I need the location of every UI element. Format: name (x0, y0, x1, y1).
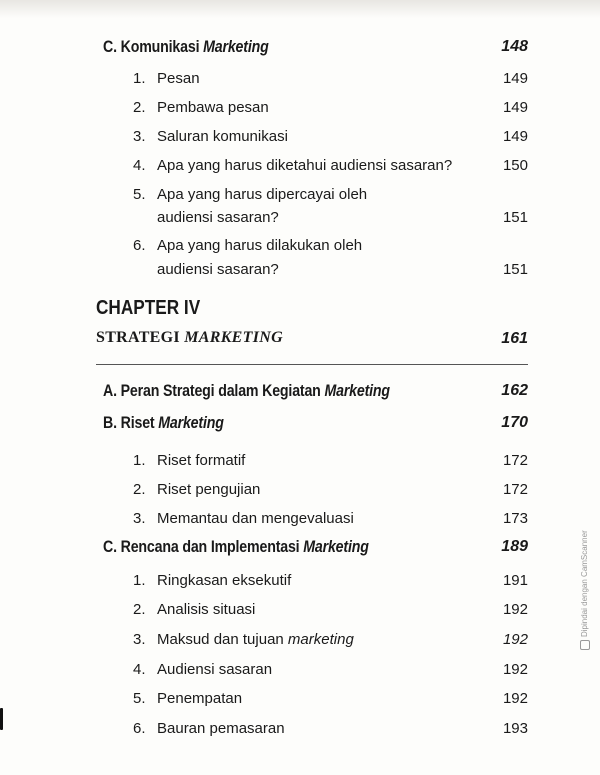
toc-item (0, 452, 600, 482)
item-page-number: 172 (502, 452, 528, 469)
scanner-watermark (580, 530, 590, 650)
chapter-page-number: 161 (501, 330, 528, 347)
toc-item (0, 510, 600, 540)
toc-section-c-rencana (0, 538, 600, 568)
section-letter: C. (103, 538, 117, 556)
toc-item (0, 661, 600, 691)
page-edge-mark (0, 708, 3, 730)
chapter-title (96, 329, 283, 347)
toc-item (0, 690, 600, 720)
section-page-number: 170 (501, 414, 528, 431)
item-page-number: 149 (502, 70, 528, 87)
item-number: 6. (133, 237, 146, 254)
item-number: 5. (133, 690, 146, 707)
toc-item (0, 601, 600, 631)
section-letter: B. (103, 414, 117, 432)
section-title-italic: Marketing (203, 38, 269, 56)
item-label: Memantau dan mengevaluasi (157, 510, 354, 527)
item-page-number: 193 (502, 720, 528, 737)
item-label: Penempatan (157, 690, 243, 707)
toc-item (0, 572, 600, 602)
section-page-number: 162 (501, 382, 528, 399)
item-number: 6. (133, 720, 146, 737)
item-label: Audiensi sasaran (157, 661, 273, 678)
item-label: Pesan (157, 70, 200, 87)
item-label-italic: marketing (287, 631, 354, 648)
toc-item (0, 128, 600, 158)
item-number: 3. (133, 631, 146, 648)
item-page-number: 149 (502, 99, 528, 116)
item-page-number: 191 (502, 572, 528, 589)
item-number: 3. (133, 128, 146, 145)
section-letter: C. (103, 38, 117, 56)
section-page-number: 148 (501, 38, 528, 55)
camscanner-icon (580, 640, 590, 650)
item-label (157, 631, 354, 648)
item-number: 5. (133, 186, 146, 203)
item-label: Ringkasan eksekutif (157, 572, 292, 589)
section-title: Peran Strategi dalam Kegiatan (120, 382, 325, 400)
item-number: 1. (133, 70, 146, 87)
item-label: Apa yang harus dipercayai oleh (157, 186, 368, 203)
item-number: 1. (133, 572, 146, 589)
item-label: Saluran komunikasi (157, 128, 288, 145)
chapter-title-plain: STRATEGI (96, 329, 185, 346)
chapter-divider (96, 364, 528, 365)
item-label-plain: Maksud dan tujuan (157, 631, 288, 648)
item-label: Riset pengujian (157, 481, 261, 498)
item-page-number: 192 (502, 690, 528, 707)
section-title: Riset (120, 414, 159, 432)
item-page-number: 173 (502, 510, 528, 527)
item-label-line2: audiensi sasaran? (157, 209, 279, 226)
toc-section-b (0, 414, 600, 444)
item-number: 1. (133, 452, 146, 469)
toc-section-a (0, 382, 600, 412)
section-page-number: 189 (501, 538, 528, 555)
item-page-number: 192 (502, 601, 528, 618)
item-label: Apa yang harus dilakukan oleh (157, 237, 363, 254)
item-label: Bauran pemasaran (157, 720, 285, 737)
section-title-italic: Marketing (303, 538, 369, 556)
item-number: 3. (133, 510, 146, 527)
item-number: 2. (133, 481, 146, 498)
item-label: Riset formatif (157, 452, 246, 469)
item-page-number: 172 (502, 481, 528, 498)
item-number: 2. (133, 99, 146, 116)
chapter-heading: CHAPTER IV (96, 297, 201, 319)
item-page-number: 150 (502, 157, 528, 174)
chapter-title-italic: MARKETING (184, 329, 283, 346)
toc-item (0, 157, 600, 187)
page-top-shadow (0, 0, 600, 18)
toc-item-continued (0, 209, 600, 239)
section-title-italic: Marketing (158, 414, 224, 432)
watermark-text: Dipindai dengan CamScanner (580, 530, 590, 637)
toc-item (0, 481, 600, 511)
section-title: Komunikasi (120, 38, 204, 56)
section-title-italic: Marketing (324, 382, 390, 400)
item-page-number: 151 (502, 261, 528, 278)
item-label: Analisis situasi (157, 601, 256, 618)
item-page-number: 192 (502, 661, 528, 678)
toc-item (0, 99, 600, 129)
toc-item (0, 631, 600, 661)
item-number: 2. (133, 601, 146, 618)
section-letter: A. (103, 382, 117, 400)
item-label: Pembawa pesan (157, 99, 269, 116)
toc-item (0, 720, 600, 750)
item-page-number: 149 (502, 128, 528, 145)
item-label: Apa yang harus diketahui audiensi sasaran? (157, 157, 453, 174)
item-label-line2: audiensi sasaran? (157, 261, 279, 278)
toc-item (0, 70, 600, 100)
toc-section-c-komunikasi (0, 38, 600, 68)
item-number: 4. (133, 661, 146, 678)
toc-item-continued (0, 261, 600, 291)
item-page-number: 151 (502, 209, 528, 226)
item-number: 4. (133, 157, 146, 174)
item-page-number: 192 (502, 631, 528, 648)
section-title: Rencana dan Implementasi (120, 538, 304, 556)
